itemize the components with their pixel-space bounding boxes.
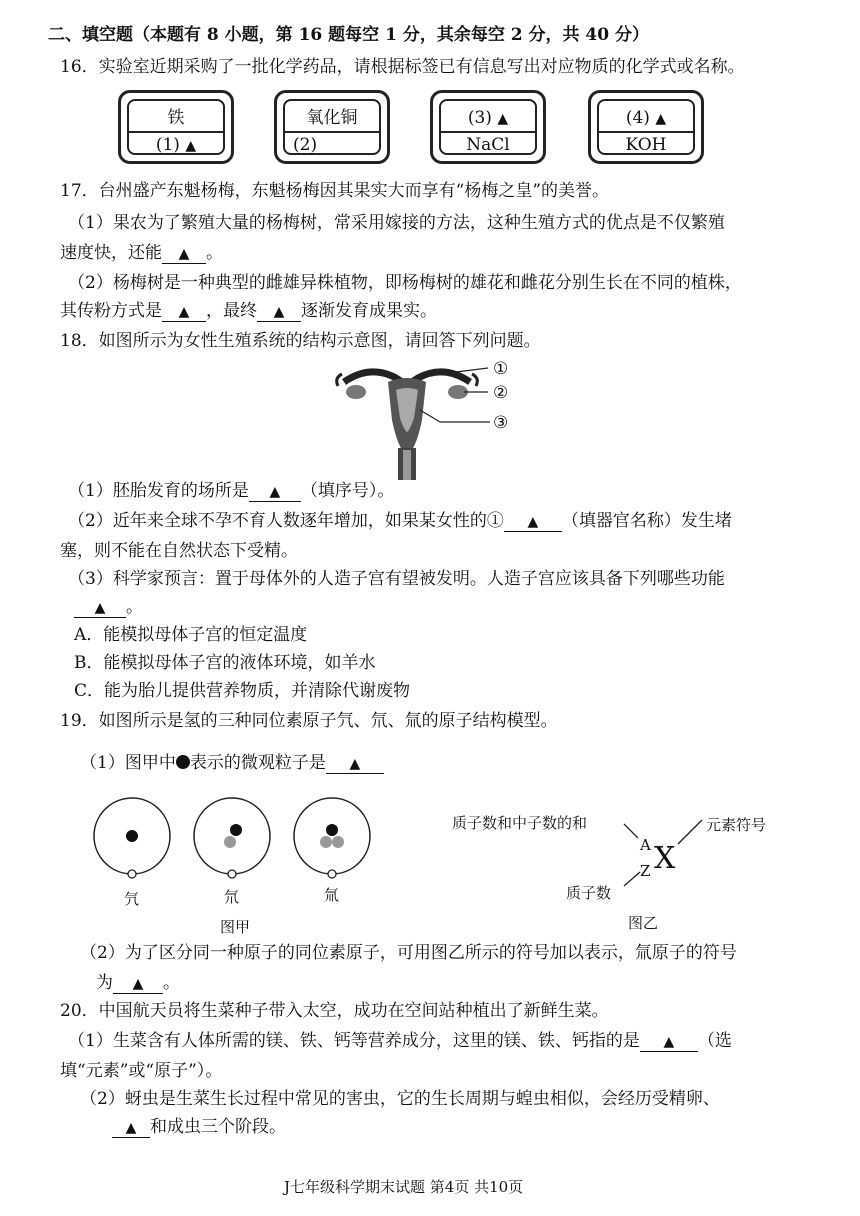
answer-blank[interactable]: ▲ <box>249 482 301 502</box>
q18-option-c: C．能为胎儿提供营养物质，并清除代谢废物 <box>74 681 411 701</box>
label-1-top: 铁 <box>129 105 223 133</box>
q19-stem: 19．如图所示是氢的三种同位素原子氕、氘、氚的原子结构模型。 <box>60 711 558 731</box>
answer-blank[interactable]: ▲ <box>113 974 163 994</box>
q19-p1: （1）图甲中 表示的微观粒子是 ▲ <box>80 752 384 774</box>
label-3-top: (3) ▲ <box>441 105 535 133</box>
label-4-top: (4) ▲ <box>599 105 693 133</box>
q17-p2-line1: （2）杨梅树是一种典型的雌雄异株植物，即杨梅树的雄花和雌花分别生长在不同的植株， <box>68 273 742 293</box>
answer-blank[interactable]: ▲ <box>74 598 126 618</box>
element-symbol-label: 元素符号 <box>706 816 767 834</box>
q18-option-b: B．能模拟母体子宫的液体环境，如羊水 <box>74 653 376 673</box>
answer-blank[interactable]: ▲ <box>162 302 206 322</box>
q18-p2-line2: 塞，则不能在自然状态下受精。 <box>60 541 298 561</box>
page-footer: J七年级科学期末试题 第4页 共10页 <box>284 1178 524 1196</box>
q20-p1-line2: 填“元素”或“原子”）。 <box>60 1061 223 1081</box>
label-1-bottom: (1) ▲ <box>155 135 197 155</box>
q16-label-1 <box>118 90 234 164</box>
marker-3: ③ <box>493 413 509 433</box>
q16-label-3 <box>430 90 546 164</box>
q20-p2-line2: ▲ 和成虫三个阶段。 <box>112 1116 286 1138</box>
label-2-top: 氧化铜 <box>285 105 379 133</box>
q18-p1: （1）胚胎发育的场所是 ▲ （填序号）。 <box>68 481 395 501</box>
marker-2: ② <box>493 383 509 403</box>
q16-stem: 16．实验室近期采购了一批化学药品，请根据标签已有信息写出对应物质的化学式或名称。 <box>60 57 745 77</box>
q18-p3-line2: ▲ 。 <box>74 596 143 618</box>
q17-p1-line1: （1）果农为了繁殖大量的杨梅树，常采用嫁接的方法，这种生殖方式的优点是不仅繁殖 <box>68 213 725 233</box>
q18-option-a: A．能模拟母体子宫的恒定温度 <box>74 625 308 645</box>
q17-stem: 17．台州盛产东魁杨梅，东魁杨梅因其果实大而享有“杨梅之皇”的美誉。 <box>60 181 610 201</box>
q18-stem: 18．如图所示为女性生殖系统的结构示意图，请回答下列问题。 <box>60 331 541 351</box>
q19-p2-line2: 为 ▲ 。 <box>96 973 180 993</box>
answer-blank[interactable]: ▲ <box>640 1032 698 1052</box>
atom-protium-label: 氕 <box>124 890 140 908</box>
q16-label-2 <box>274 90 390 164</box>
atom-deuterium-label: 氘 <box>224 888 240 906</box>
atom-tritium-label: 氚 <box>324 886 340 904</box>
figure-b-caption: 图乙 <box>628 914 659 932</box>
q20-stem: 20．中国航天员将生菜种子带入太空，成功在空间站种植出了新鲜生菜。 <box>60 1001 609 1021</box>
figure-a-caption: 图甲 <box>220 918 251 936</box>
q17-p1-line2: 速度快，还能 ▲ 。 <box>60 243 223 263</box>
atomic-number-symbol: Z <box>640 862 651 880</box>
q20-p1-line1: （1）生菜含有人体所需的镁、铁、钙等营养成分，这里的镁、铁、钙指的是 ▲ （选 <box>68 1031 732 1051</box>
answer-blank[interactable]: ▲ <box>162 244 206 264</box>
marker-1: ① <box>493 359 509 379</box>
proton-number-label: 质子数 <box>566 884 612 902</box>
mass-number-symbol: A <box>640 836 651 854</box>
sum-label: 质子数和中子数的和 <box>452 814 588 832</box>
answer-blank[interactable]: ▲ <box>504 512 562 532</box>
element-symbol-x: X <box>654 841 676 876</box>
answer-blank[interactable]: ▲ <box>112 1118 150 1138</box>
q18-p3-line1: （3）科学家预言：置于母体外的人造子宫有望被发明。人造子宫应该具备下列哪些功能 <box>68 569 725 589</box>
q18-p2-line1: （2）近年来全球不孕不育人数逐年增加，如果某女性的① ▲ （填器官名称）发生堵 <box>68 511 732 531</box>
q17-p2-line2: 其传粉方式是 ▲ ，最终 ▲ 逐渐发育成果实。 <box>60 301 437 321</box>
nucleus-dot-icon <box>176 755 190 769</box>
label-4-bottom: KOH <box>625 135 667 155</box>
section-title: 二、填空题（本题有 8 小题，第 16 题每空 1 分，其余每空 2 分，共 40 分） <box>48 25 649 45</box>
q19-p2-line1: （2）为了区分同一种原子的同位素原子，可用图乙所示的符号加以表示，氚原子的符号 <box>80 943 737 963</box>
q16-label-4 <box>588 90 704 164</box>
q20-p2-line1: （2）蚜虫是生菜生长过程中常见的害虫，它的生长周期与蝗虫相似，会经历受精卵、 <box>80 1089 720 1109</box>
label-3-bottom: NaCl <box>466 135 510 155</box>
answer-blank[interactable]: ▲ <box>326 754 384 774</box>
label-2-bottom: (2) <box>293 135 318 155</box>
answer-blank[interactable]: ▲ <box>257 302 301 322</box>
